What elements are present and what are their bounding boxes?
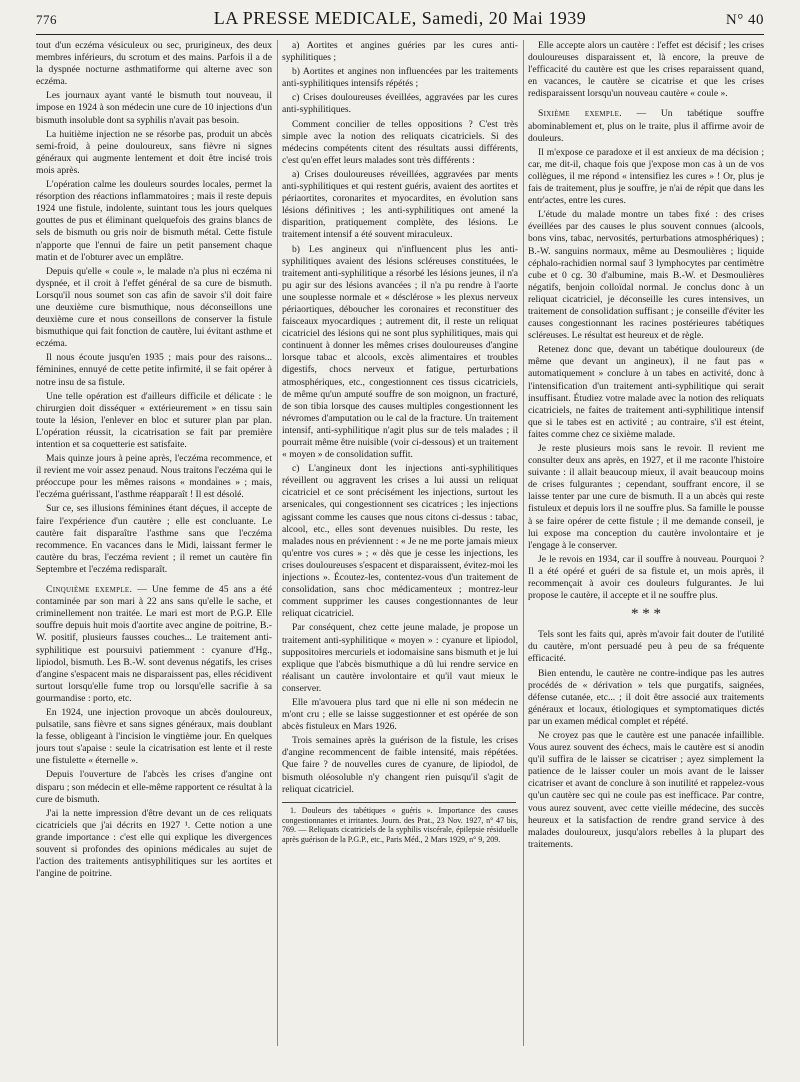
paragraph: Depuis qu'elle « coule », le malade n'a plus ni eczéma ni dyspnée, et il croit à l'effet général de sa cure de bismuth. Lorsqu'il nous soumet son cas afin de savoir s'il doit faire une deuxième cure bismuthique, nous déconseillons une deuxième cure et nous conseillons de conserver la fistule bismuthique qui fait fonction de cautère, lui évitant asthme et eczéma. [36,265,272,350]
paragraph: Tels sont les faits qui, après m'avoir fait douter de l'utilité du cautère, m'ont persuadé peu à peu de sa fréquente efficacité. [528,629,764,665]
paragraph: Les journaux ayant vanté le bismuth tout nouveau, il impose en 1924 à son médecin une cure de 10 injections d'un bismuth insoluble dont sa syphilis n'avait pas besoin. [36,90,272,126]
paragraph: Je le revois en 1934, car il souffre à nouveau. Pourquoi ? Il a été opéré et guéri de sa fistule et, un mois après, il recommençait à avoir ces douleurs fulgurantes. Je lui propose le cautère, il accepte et il ne souffre plus. [528,553,764,602]
paragraph-text: — Un tabétique souffre abominablement et, plus on le traite, plus il affirme avoir de douleurs. [528,108,764,144]
paragraph: tout d'un eczéma vésiculeux ou sec, prurigineux, des deux membres inférieurs, du scrotum et des mains. Parfois il a de la dyspnée nocturne asthmatiforme qui alterne avec son eczéma. [36,40,272,88]
paragraph: a) Aortites et angines guéries par les cures anti-syphilitiques ; [282,40,518,64]
paragraph: J'ai la nette impression d'être devant un de ces reliquats cicatriciels que j'ai décrits en 1927 ¹. Cette notion a une grande importance : c'est elle qui explique les divergences souvent si profondes des opinions médicales au sujet de l'action des traitements antisyphilitiques sur les aortites et l'angine de poitrine. [36,807,272,880]
page-number: 776 [36,12,57,27]
paragraph: Bien entendu, le cautère ne contre-indique pas les autres procédés de « dérivation » tels que purgatifs, saignées, défense cutanée, etc... ; il doit être associé aux traitements généraux et locaux, étiologiques et symptomatiques dictés par un examen médical complet et répété. [528,667,764,727]
paragraph: a) Crises douloureuses réveillées, aggravées par ments anti-syphilitiques et qui restent guéris, avaient des aortites et périaortites, coronarites et myocardites, en évolution sans lésions définitives ; les anti-syphilitiques ont amené la disparition, pratiquement complète, des lésions. Le traitement intensif a été souvent miraculeux. [282,168,518,241]
footnote: 1. Douleurs des tabétiques « guéris ». Importance des causes congestionnantes et irritantes. Journ. des Prat., 23 Nov. 1927, n° 47 bis, 769. — Reliquats cicatriciels de la syphilis viscérale, épilepsie résiduelle après guérison de la P.G.P., etc., Paris Méd., 2 Mars 1929, n° 9, 209. [282,805,518,845]
paragraph: Trois semaines après la guérison de la fistule, les crises d'angine recommencent de faible intensité, mais répétées. Que faire ? de nouvelles cures de cyanure, de lipiodol, de bismuth oléosoluble n'y changent rien puisqu'il s'agit de reliquat cicatriciel. [282,735,518,795]
paragraph: En 1924, une injection provoque un abcès douloureux, pulsatile, sans fièvre et sans signes généraux, mais doublant la fesse, obligeant à l'incision le vingtième jour. En quelques jours tout s'apaise : seule la cicatrisation est lente et il reste une fistulette « éternelle ». [36,706,272,767]
paragraph: La huitième injection ne se résorbe pas, produit un abcès semi-froid, à peine douloureux, sans fièvre ni signes généraux qui augmente lentement et doit être incisé trois mois après. [36,128,272,176]
paragraph: Il nous écoute jusqu'en 1935 ; mais pour des raisons... féminines, ennuyé de cette petite infirmité, il se fait opérer à notre insu de sa fistule. [36,352,272,388]
paragraph: c) L'angineux dont les injections anti-syphilitiques réveillent ou aggravent les crises a lui aussi un reliquat cicatriciel et ce sont précisément les injections, surtout les arsenicales, qui congestionnent ses cicatrices ; les injections agissant comme les causes que nous citons ci-dessus : tabac, alcool, etc., elles sont devenues nuisibles. Du reste, les malades nous en préviennent : « Je ne me porte jamais mieux qu'entre vos cures » ; « dès que je cesse les injections, les crises douloureuses s'espacent et disparaissent, évitez-moi les injections ». Écoutez-les, contentez-vous d'un traitement de consolidation, sans choc médicamenteux ; montrez-leur comment supprimer les causes congestionnantes de leur reliquat cicatriciel. [282,463,518,620]
paragraph: b) Les angineux qui n'influencent plus les anti-syphilitiques avaient des lésions scléreuses constituées, le traitement anti-syphilitique a résorbé les lésions jeunes, il n'a pu agir sur des lésions avancées ; il n'a pu rendre à l'aorte une souplesse normale et « désclérose » les plexus nerveux périaortiques, déboucher les coronaires et reconstituer des faisceaux myocardiques ; autrement dit, il reste un reliquat cicatriciel des lésions qui ne sont plus syphilitiques, mais qui continuent à donner les mêmes crises douloureuses d'angine lorsque tabac et alcools, excès alimentaires et troubles digestifs, chocs nerveux et fatigue, perturbations atmosphériques, etc., congestionnent ces tissus cicatriciels, de même qu'un amputé souffre de son moignon, un fracturé, de son tibia lorsque des causes multiples congestionnent les névromes d'amputation ou le cal de la fracture. Un traitement intensif, anti-syphilitique n'agit plus sur de tels malades ; il pourrait même être nuisible (voir ci-dessous) et un traitement « moyen » de consolidation suffit. [282,243,518,461]
paragraph: Retenez donc que, devant un tabétique douloureux (de même que devant un angineux), il ne faut pas « automatiquement » conclure à un tabes en activité, donc à l'intensification d'un traitement anti-syphilitique qui serait insuffisant. Étudiez votre malade avec la notion des reliquats cicatriciels, ne faites de traitement anti-syphilitique intensif que si le tabes est en activité ; au contraire, s'il est éteint, faites comme chez ce sixième malade. [528,344,764,440]
paragraph: L'opération calme les douleurs sourdes locales, permet la résorption des réactions inflammatoires ; mais il reste depuis 1924 une fistule, indolente, suintant tous les jours quelques gouttes de pus et éliminant quelquefois des grains blancs de sels de bismuth ou gris noir de bismuth métal. Cette fistule n'apporte que l'ennui de faire un petit pansement chaque matin et de l'obturer avec un emplâtre. [36,179,272,263]
paragraph-text: — Une femme de 45 ans a été contaminée par son mari à 22 ans sans qu'elle le sache, et criminellement non traitée. Le mari est mort de P.G.P. Elle souffre depuis huit mois d'aortite avec angine de poitrine, B.-W. positif, plusieurs fausses couches... Le traitement anti-syphilitique est poursuivi patiemment : cyanure d'Hg., lipiodol, bismuth. Les B.-W. sont devenus négatifs, les crises d'angine s'espacent mais ne disparaissent pas, elles récidivent surtout lorsqu'elle fume trop ou lorsqu'elle sacrifie à sa gourmandise : porto, etc. [36,584,272,704]
column-2 [282,40,518,1050]
example-paragraph [36,584,272,705]
section-separator-stars: * * * [631,606,661,623]
paragraph: L'étude du malade montre un tabes fixé : des crises éveillées par des causes le plus souvent connues (alcools, bons vins, tabac, nervosités, perturbations atmosphériques) ; B.-W. sanguins normaux, même au Desmoulières ; liquide céphalo-rachidien normal sauf 3 lymphocytes par centimètre cube et 0 cg. 30 d'albumine, mais B.-W. et Desmoulières négatifs, benjoin colloïdal normal. Je conclus donc à un reliquat cicatriciel, je déconseille les cures intensives, un traitement de consolidation suffisant ; je conseille d'éviter les causes congestionnant les racines postérieures tabétiques scléreuses. Le résultat est heureux et de règle. [528,209,764,342]
paragraph: c) Crises douloureuses éveillées, aggravées par les cures anti-syphilitiques. [282,92,518,116]
column-divider [277,40,278,1046]
paragraph: Elle m'avouera plus tard que ni elle ni son médecin ne m'ont cru ; elle se laisse suggestionner et est opérée de son abcès fistuleux en Mars 1926. [282,696,518,733]
paragraph: b) Aortites et angines non influencées par les traitements anti-syphilitiques intensifs répétés ; [282,66,518,90]
paragraph: Sur ce, ses illusions féminines étant déçues, il accepte de faire l'expérience d'un cautère ; elle est concluante. Le cautère fait disparaître l'asthme sans que l'eczéma recommence. En vacances dans le Midi, laissant fermer le cautère du bras, l'eczéma revient ; il remet un cautère fin Septembre et l'eczéma redisparaît. [36,503,272,575]
paragraph: Elle accepte alors un cautère : l'effet est décisif ; les crises douloureuses disparaissent et, là encore, la preuve de l'efficacité du cautère est que les crises reparaissent quand, en vacances, le cautère se cicatrise et que les crises redisparaissent lorsqu'un nouveau cautère « coule ». [528,40,764,100]
column-1 [36,40,272,1050]
paragraph: Mais quinze jours à peine après, l'eczéma recommence, et il revient me voir assez penaud. Nous traitons l'eczéma qui le préoccupe pour les mêmes raisons « mondaines » ; mais, l'eczéma guérissant, l'asthme réapparaît ! Il est désolé. [36,453,272,501]
paragraph: Par conséquent, chez cette jeune malade, je propose un traitement anti-syphilitique « moyen » : cyanure et lipiodol, suppositoires mercuriels et iodomaisine sans bismuth et je lui explique que l'abcès bismuthique a dû lui rendre service en réalisant un cautère involontaire et qu'il vaut mieux le conserver. [282,622,518,694]
example-paragraph [528,108,764,144]
paragraph: Ne croyez pas que le cautère est une panacée infaillible. Vous aurez souvent des échecs, mais le cautère est si anodin qu'il suffira de le laisser se cicatriser ; ayez simplement la patience de le laisser couler un mois avant de le laisser cicatriser et avant de conclure à son inutilité et rappelez-vous qu'un cautère sec qui ne coule pas est inefficace. Par contre, vous aurez souvent, avec cette vieille médecine, des succès heureux et la satisfaction de rendre grand service à des malades douloureux, jusqu'alors rebelles à la plupart des traitements. [528,729,764,850]
column-divider [523,40,524,1046]
page-header [36,8,764,35]
issue-number: N° 40 [725,12,764,28]
paragraph: Je reste plusieurs mois sans le revoir. Il revient me consulter deux ans après, en 1927, et il me raconte l'histoire suivante : il allait beaucoup mieux, il avait beaucoup moins de crises fulgurantes ; cependant, souffrant encore, il se laisse tenter par une cure de bismuth. Il a un abcès qui reste fistuleux et depuis lors il ne souffre plus. Sa famille le pousse à se faire opérer de cette fistule ; il me demande conseil, je lui expose ma conception du cautère involontaire et je l'engage à le conserver. [528,443,764,551]
section-heading: Cinquième exemple. [46,584,133,596]
journal-title: LA PRESSE MEDICALE, Samedi, 20 Mai 1939 [213,8,587,28]
paragraph: Depuis l'ouverture de l'abcès les crises d'angine ont disparu ; son médecin et elle-même rapportent ce résultat à la cure de bismuth. [36,769,272,805]
paragraph: Comment concilier de telles oppositions ? C'est très simple avec la notion des reliquats cicatriciels. Si des médecins compétents citent des résultats aussi différents, c'est qu'en effet leurs malades sont très différents : [282,118,518,166]
paragraph: Une telle opération est d'ailleurs difficile et délicate : le chirurgien doit disséquer « extérieurement » en tissu sain toute la lésion, l'enlever en bloc et suturer plan par plan. L'opération réussit, la cicatrisation se fait par première intention et sa coquetterie est satisfaite. [36,390,272,450]
section-heading: Sixième exemple. [538,108,622,120]
paragraph: Il m'expose ce paradoxe et il est anxieux de ma décision ; car, me dit-il, chaque fois que j'expose mon cas à un de vos collègues, il me répond « intensifiez les cures » ! Or, plus je fais de traitement, plus je souffre, je n'ai de répit que dans les entr'actes, entre les cures. [528,146,764,207]
column-3 [528,40,764,1050]
footnote-rule [282,802,516,803]
